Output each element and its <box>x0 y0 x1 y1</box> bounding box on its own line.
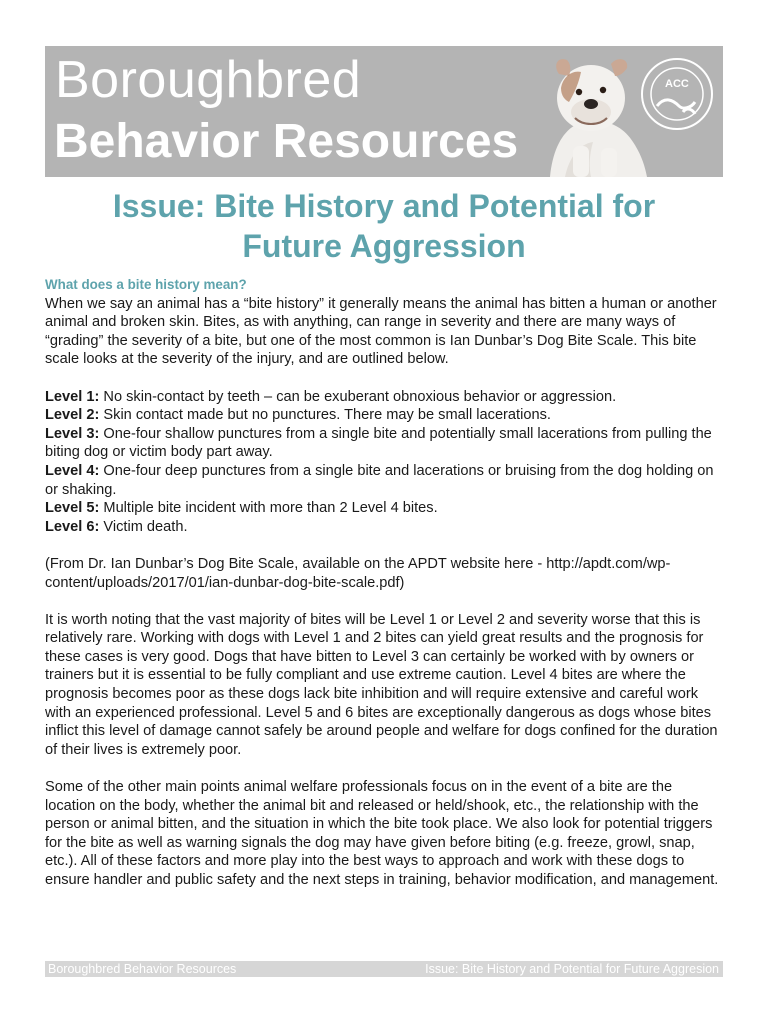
bite-level-6 <box>45 518 725 537</box>
section-heading: What does a bite history mean? <box>45 277 247 292</box>
level-description: One-four shallow punctures from a single bite and potentially small lacerations from pulling the biting dog or victim body part away. <box>45 425 712 461</box>
acc-logo-text: ACC <box>665 78 689 90</box>
bite-level-1 <box>45 388 725 407</box>
source-note: (From Dr. Ian Dunbar’s Dog Bite Scale, available on the APDT website here - http://apdt.com/wp-content/uploads/2017/01/ian-dunbar-dog-bite-scale.pdf) <box>45 555 671 591</box>
header-banner <box>45 46 723 177</box>
footer-issue-title: Issue: Bite History and Potential for Future Aggresion <box>425 962 719 976</box>
level-label: Level 6: <box>45 518 100 535</box>
page-title <box>45 186 723 266</box>
footer-brand: Boroughbred Behavior Resources <box>48 962 237 976</box>
level-label: Level 1: <box>45 388 100 405</box>
intro-paragraph: When we say an animal has a “bite history” it generally means the animal has bitten a human or another animal and broken skin. Bites, as with anything, can range in severity and there are many ways of “grading” the severity of a bite, but one of the most common is Ian Dunbar’s Dog Bite Scale. This bite scale looks at the severity of the injury, and are outlined below. <box>45 295 717 368</box>
bite-scale-list <box>45 388 725 537</box>
article-body <box>45 276 725 890</box>
level-description: Skin contact made but no punctures. There may be small lacerations. <box>99 407 551 424</box>
bite-level-3 <box>45 425 725 462</box>
bite-level-5 <box>45 499 725 518</box>
level-description: One-four deep punctures from a single bite and lacerations or bruising from the dog holding on or shaking. <box>45 462 714 498</box>
level-label: Level 3: <box>45 425 100 442</box>
page-title-line1: Issue: Bite History and Potential for <box>112 188 656 224</box>
level-description: Multiple bite incident with more than 2 Level 4 bites. <box>99 500 438 517</box>
level-description: Victim death. <box>99 518 188 535</box>
page-footer <box>45 961 723 977</box>
level-label: Level 5: <box>45 500 100 517</box>
bite-level-4 <box>45 462 725 499</box>
level-label: Level 2: <box>45 407 100 424</box>
level-label: Level 4: <box>45 462 100 479</box>
page-title-line2: Future Aggression <box>242 228 526 264</box>
brand-name-line1: Boroughbred <box>55 51 362 109</box>
factors-paragraph: Some of the other main points animal welfare professionals focus on in the event of a bite are the location on the body, whether the animal bit and released or held/shook, etc., the relationship with the person or animal bitten, and the situation in which the bite took place. We also look for potential triggers for the bite as well as warning signals the dog may have given before biting (e.g. freeze, growl, snap, etc.). All of these factors and more play into the best ways to approach and work with these dogs to ensure handler and public safety and the next steps in training, behavior modification, and management. <box>45 779 719 888</box>
level-description: No skin-contact by teeth – can be exuberant obnoxious behavior or aggression. <box>99 388 617 405</box>
acc-logo-icon <box>639 56 715 132</box>
bite-level-2 <box>45 406 725 425</box>
prognosis-paragraph: It is worth noting that the vast majority of bites will be Level 1 or Level 2 and severity worse that this is relatively rare. Working with dogs with Level 1 and 2 bites can yield great results and the prognosis for these cases is very good. Dogs that have bitten to Level 3 can certainly be worked with by owners or trainers but it is essential to be fully compliant and use extreme caution. Level 4 bites are where the prognosis becomes poor as these dogs lack bite inhibition and will require extensive and careful work with an experienced professional. Level 5 and 6 bites are exceptionally dangerous as dogs whose bites inflict this level of damage cannot safely be around people and welfare for dogs confined for the duration of their lives is extremely poor. <box>45 611 718 758</box>
brand-name-line2: Behavior Resources <box>54 115 519 168</box>
